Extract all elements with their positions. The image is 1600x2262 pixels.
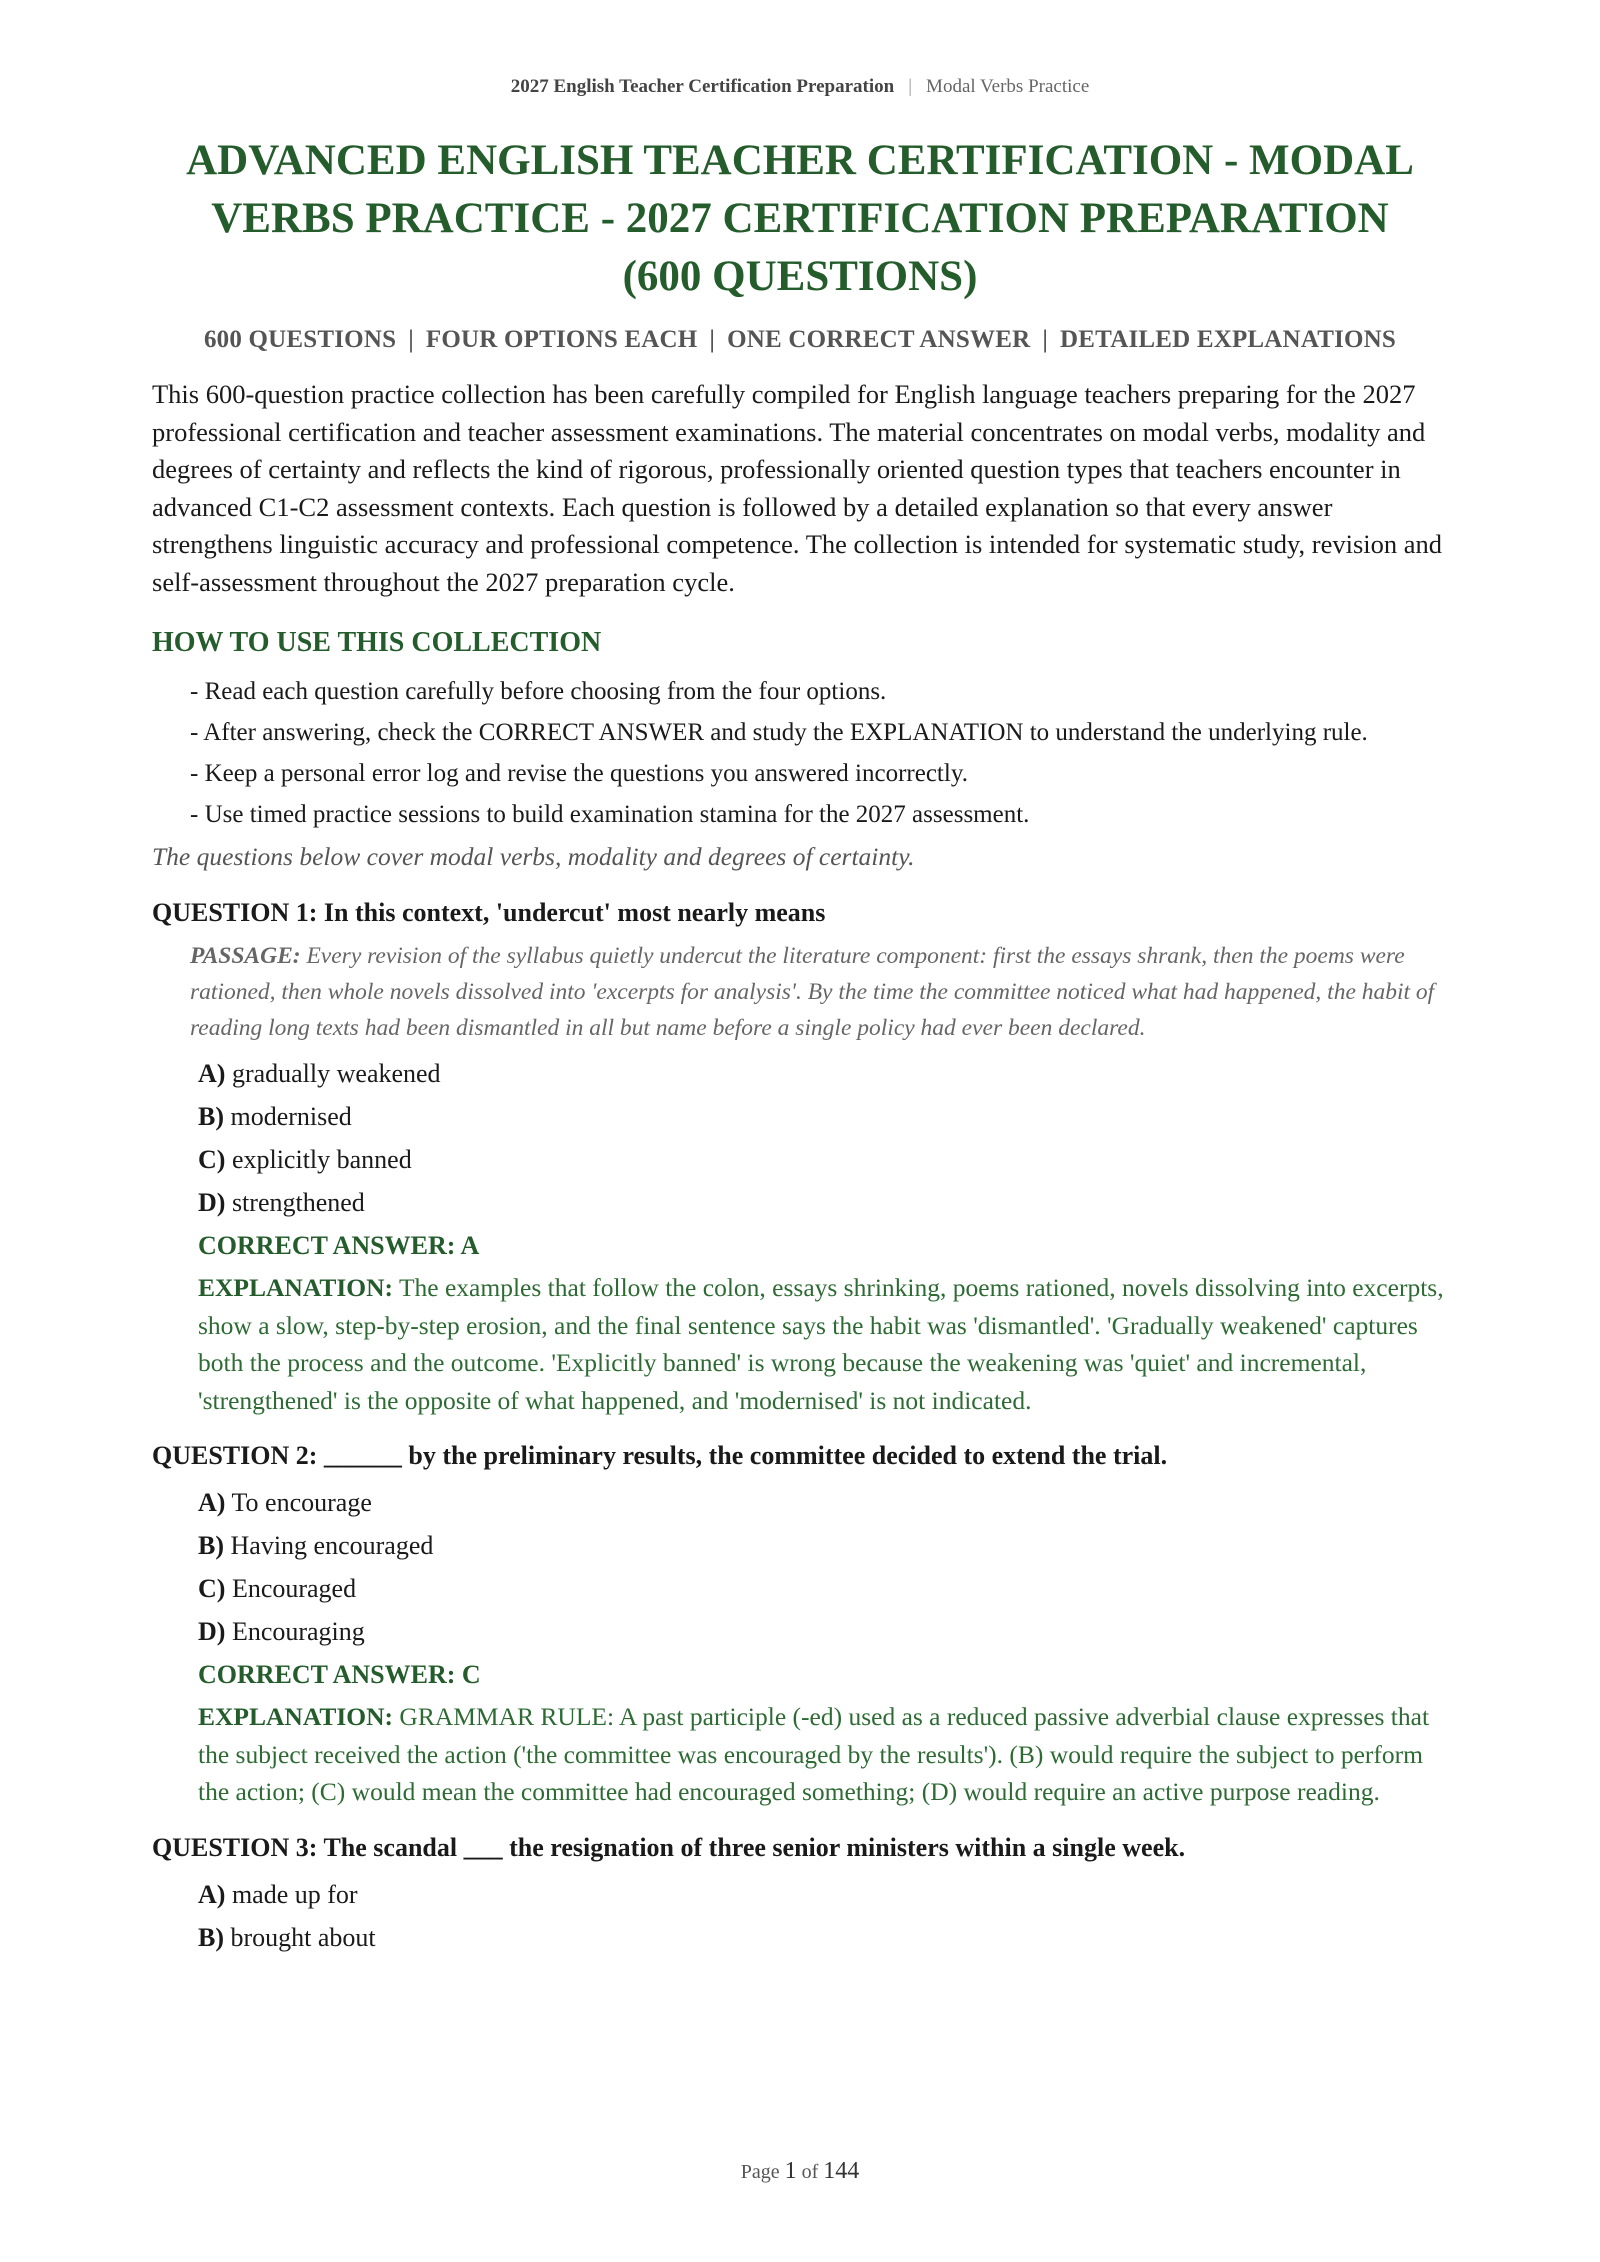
- subtitle-separator: |: [408, 326, 414, 353]
- option-text: Encouraged: [231, 1574, 357, 1603]
- option-d: [198, 1181, 1448, 1224]
- question-stem: QUESTION 3: The scandal ___ the resignation of three senior ministers within a single week.: [152, 1832, 1186, 1862]
- option-letter: B): [198, 1922, 224, 1952]
- explanation-label: EXPLANATION:: [198, 1273, 394, 1302]
- option-d: [198, 1610, 1448, 1653]
- option-letter: D): [198, 1188, 226, 1217]
- question-stem: QUESTION 1: In this context, 'undercut' most nearly means: [152, 898, 826, 927]
- passage: [190, 938, 1448, 1046]
- list-item: - Read each question carefully before choosing from the four options.: [190, 678, 887, 705]
- subtitle-item: DETAILED EXPLANATIONS: [1060, 326, 1397, 353]
- option-letter: D): [198, 1617, 226, 1646]
- list-item: - Keep a personal error log and revise the questions you answered incorrectly.: [190, 760, 968, 787]
- question-1: [152, 894, 1448, 1419]
- option-text: To encourage: [231, 1488, 372, 1517]
- option-b: [198, 1524, 1448, 1567]
- subtitle-separator: |: [1042, 326, 1049, 353]
- running-header: [0, 76, 1600, 98]
- option-text: gradually weakened: [231, 1059, 441, 1088]
- subtitle-item: FOUR OPTIONS EACH: [425, 326, 698, 353]
- page-of-label: of: [801, 2161, 819, 2183]
- option-text: made up for: [231, 1879, 358, 1909]
- option-a: [198, 1873, 1448, 1916]
- passage-text: Every revision of the syllabus quietly undercut the literature component: first the essays shrank, then the poems were rationed, then whole novels dissolved into 'excerpts for analysis'. By the time the committee noticed what had happened, the habit of reading long texts had been dismantled in all but name before a single policy had ever been declared.: [190, 943, 1435, 1041]
- page-title: ADVANCED ENGLISH TEACHER CERTIFICATION - MODAL VERBS PRACTICE - 2027 CERTIFICATION PREPARATION (600 QUESTIONS): [186, 137, 1414, 300]
- explanation: [198, 1698, 1448, 1811]
- subtitle-separator: |: [709, 326, 716, 353]
- option-letter: B): [198, 1531, 224, 1560]
- question-3: [152, 1829, 1448, 1959]
- options: [198, 1481, 1448, 1653]
- explanation-text: The examples that follow the colon, essays shrinking, poems rationed, novels dissolving into excerpts, show a slow, step-by-step erosion, and the final sentence says the habit was 'dismantled'. 'Gradually weakened' captures both the process and the outcome. 'Explicitly banned' is wrong because the weakening was 'quiet' and incremental, 'strengthened' is the opposite of what happened, and 'modernised' is not indicated.: [198, 1273, 1444, 1415]
- option-letter: A): [198, 1059, 226, 1088]
- option-text: strengthened: [231, 1188, 365, 1217]
- subtitle-item: ONE CORRECT ANSWER: [727, 326, 1031, 353]
- page-label: Page: [740, 2161, 780, 2183]
- option-c: [198, 1567, 1448, 1610]
- header-section: Modal Verbs Practice: [926, 76, 1090, 97]
- total-pages: 144: [823, 2158, 860, 2184]
- how-to-use-list: [152, 673, 1448, 834]
- explanation: [198, 1269, 1448, 1419]
- list-item: - Use timed practice sessions to build examination stamina for the 2027 assessment.: [190, 801, 1030, 828]
- correct-answer: CORRECT ANSWER: A: [198, 1231, 480, 1260]
- correct-answer: CORRECT ANSWER: C: [198, 1660, 481, 1689]
- content: [152, 132, 1448, 1959]
- option-c: [198, 1138, 1448, 1181]
- header-separator: |: [908, 76, 913, 97]
- option-text: explicitly banned: [231, 1145, 412, 1174]
- option-letter: B): [198, 1102, 224, 1131]
- option-text: modernised: [230, 1102, 352, 1131]
- current-page: 1: [784, 2158, 797, 2184]
- option-letter: C): [198, 1574, 226, 1603]
- passage-label: PASSAGE:: [190, 943, 301, 969]
- explanation-label: EXPLANATION:: [198, 1702, 394, 1731]
- question-2: [152, 1437, 1448, 1811]
- option-b: [198, 1916, 1448, 1959]
- options: [198, 1052, 1448, 1224]
- subtitle-item: 600 QUESTIONS: [203, 326, 397, 353]
- how-to-use-heading: HOW TO USE THIS COLLECTION: [152, 627, 602, 658]
- option-letter: A): [198, 1488, 226, 1517]
- coverage-note: The questions below cover modal verbs, modality and degrees of certainty.: [152, 842, 915, 871]
- question-stem: QUESTION 2: ______ by the preliminary results, the committee decided to extend the trial.: [152, 1441, 1168, 1470]
- option-letter: A): [198, 1879, 226, 1909]
- option-text: Encouraging: [231, 1617, 365, 1646]
- list-item: - After answering, check the CORRECT ANSWER and study the EXPLANATION to understand the underlying rule.: [190, 719, 1368, 746]
- option-b: [198, 1095, 1448, 1138]
- explanation-text: GRAMMAR RULE: A past participle (-ed) used as a reduced passive adverbial clause expresses that the subject received the action ('the committee was encouraged by the results'). (B) would require the subject to perform the action; (C) would mean the committee had encouraged something; (D) would require an active purpose reading.: [198, 1702, 1430, 1806]
- option-text: Having encouraged: [230, 1531, 434, 1560]
- option-a: [198, 1481, 1448, 1524]
- intro-paragraph: This 600-question practice collection has been carefully compiled for English language teachers preparing for the 2027 professional certification and teacher assessment examinations. The material concentrates on modal verbs, modality and degrees of certainty and reflects the kind of rigorous, professionally oriented question types that teachers encounter in advanced C1-C2 assessment contexts. Each question is followed by a detailed explanation so that every answer strengthens linguistic accuracy and professional competence. The collection is intended for systematic study, revision and self-assessment throughout the 2027 preparation cycle.: [152, 379, 1443, 597]
- header-title: 2027 English Teacher Certification Preparation: [510, 76, 895, 97]
- page-footer: [0, 2158, 1600, 2185]
- option-a: [198, 1052, 1448, 1095]
- option-text: brought about: [230, 1922, 376, 1952]
- options: [198, 1873, 1448, 1959]
- subtitle: [152, 326, 1448, 354]
- option-letter: C): [198, 1145, 226, 1174]
